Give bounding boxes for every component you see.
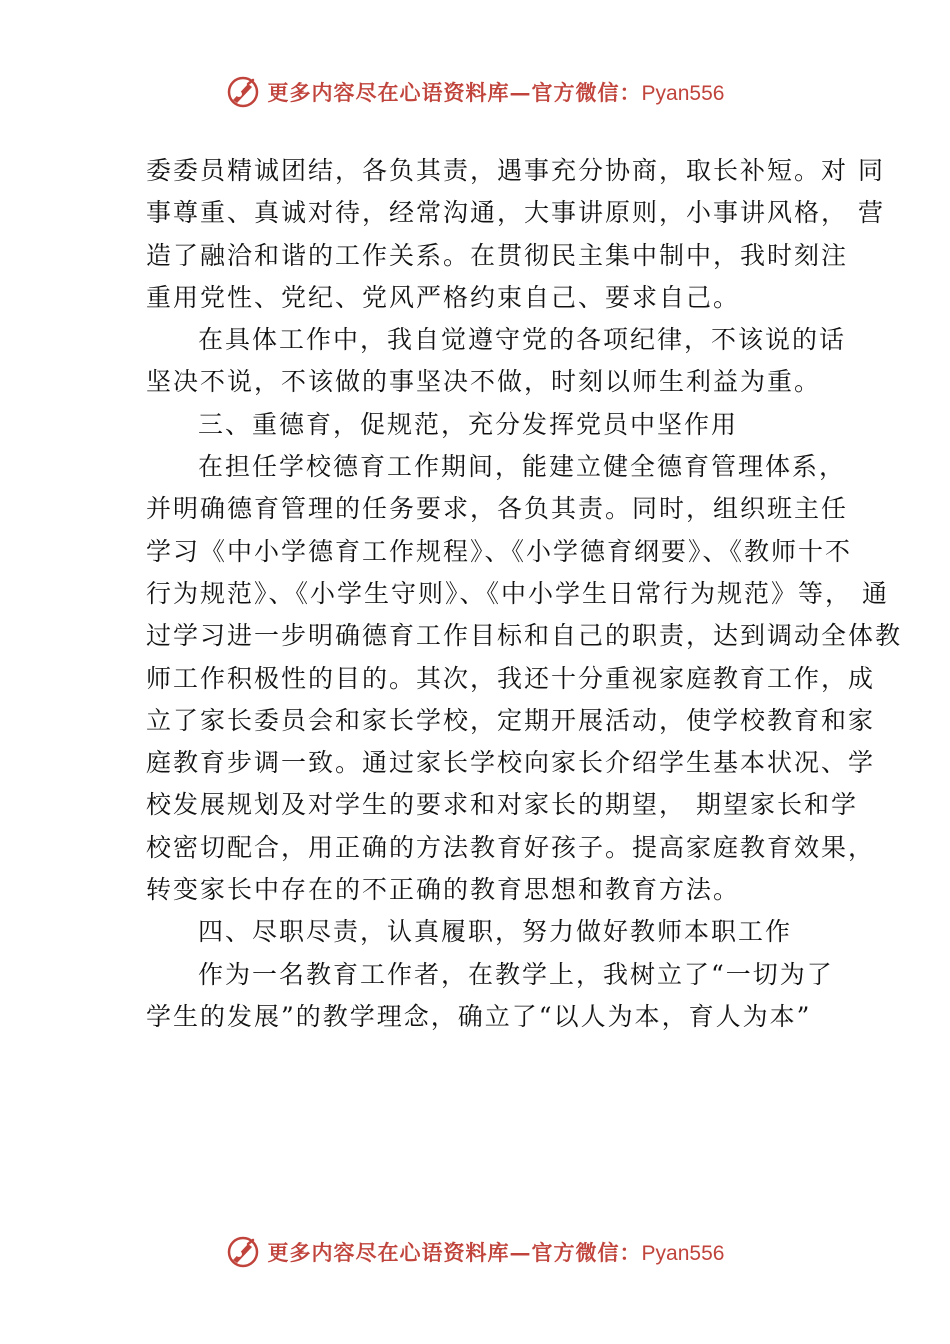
text-line: 作为一名教育工作者，在教学上，我树立了“一切为了 — [198, 959, 834, 989]
pen-logo-icon — [226, 75, 260, 109]
text-line: 校密切配合，用正确的方法教育好孩子。提高家庭教育效果， — [146, 832, 876, 862]
text-line: 三、重德育，促规范，充分发挥党员中坚作用 — [198, 409, 739, 439]
text-line: 坚决不说，不该做的事坚决不做，时刻以师生利益为重。 — [146, 367, 822, 397]
text-line: 立了家长委员会和家长学校，定期开展活动，使学校教育和家 — [146, 705, 876, 735]
text-line: 在具体工作中，我自觉遵守党的各项纪律，不该说的话 — [198, 325, 847, 355]
text-line: 并明确德育管理的任务要求，各负其责。同时，组织班主任 — [146, 494, 849, 524]
text-line: 学习《中小学德育工作规程》、《小学德育纲要》、《教师十不 — [146, 536, 853, 566]
header-banner-text — [268, 77, 725, 107]
header-banner — [0, 70, 950, 114]
text-line: 学生的发展”的教学理念，确立了“以人为本，育人为本” — [146, 1001, 812, 1031]
text-line: 四、尽职尽责，认真履职，努力做好教师本职工作 — [198, 917, 793, 947]
text-line: 校发展规划及对学生的要求和对家长的期望， 期望家长和学 — [146, 790, 858, 820]
text-line: 委委员精诚团结，各负其责，遇事充分协商，取长补短。对 同 — [146, 156, 885, 185]
footer-wechat-id: Pyan556 — [641, 1242, 725, 1265]
footer-banner — [0, 1230, 950, 1274]
text-line: 事尊重、真诚对待，经常沟通，大事讲原则，小事讲风格， 营 — [146, 198, 885, 228]
text-line: 转变家长中存在的不正确的教育思想和教育方法。 — [146, 875, 741, 905]
text-line: 师工作积极性的目的。其次，我还十分重视家庭教育工作，成 — [146, 663, 876, 693]
header-banner-label: 更多内容尽在心语资料库—官方微信： — [267, 80, 642, 105]
footer-banner-label: 更多内容尽在心语资料库—官方微信： — [267, 1240, 642, 1265]
text-line: 庭教育步调一致。通过家长学校向家长介绍学生基本状况、学 — [146, 748, 876, 778]
text-line: 行为规范》、《小学生守则》、《中小学生日常行为规范》等， 通 — [146, 578, 889, 608]
text-line: 重用党性、党纪、党风严格约束自己、要求自己。 — [146, 282, 741, 312]
text-line: 造了融洽和谐的工作关系。在贯彻民主集中制中，我时刻注 — [146, 240, 849, 270]
pen-logo-icon — [226, 1235, 260, 1269]
text-line: 过学习进一步明确德育工作目标和自己的职责，达到调动全体教 — [146, 621, 903, 651]
document-body — [146, 150, 903, 1038]
text-line: 在担任学校德育工作期间，能建立健全德育管理体系， — [198, 452, 847, 482]
footer-banner-text — [268, 1237, 725, 1267]
header-wechat-id: Pyan556 — [641, 82, 725, 105]
